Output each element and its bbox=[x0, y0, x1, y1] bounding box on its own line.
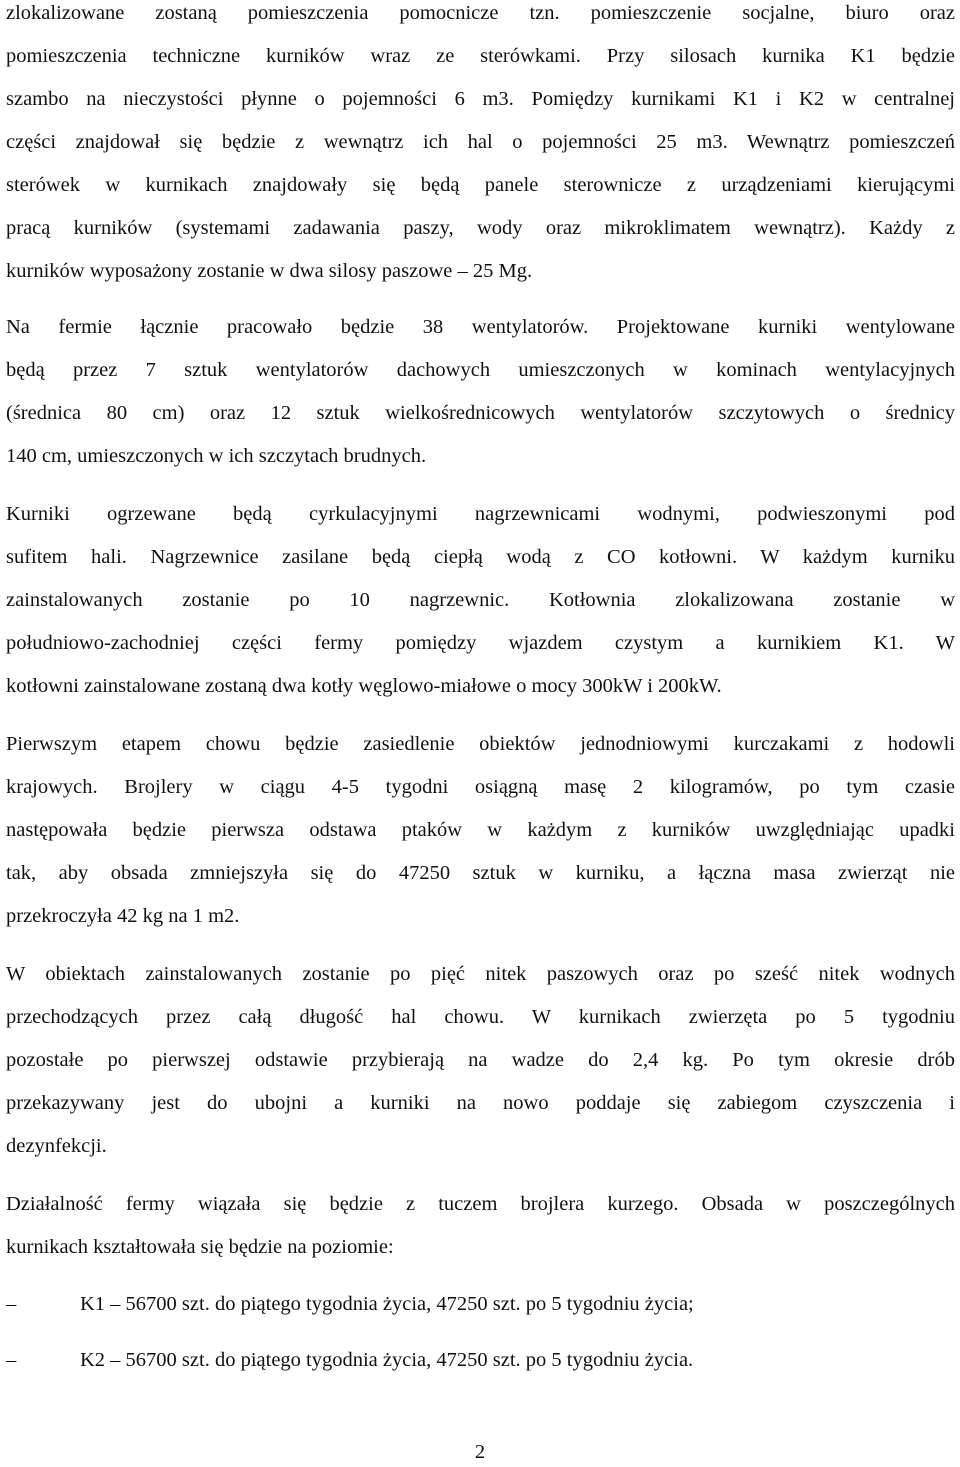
list-item-text: K2 – 56700 szt. do piątego tygodnia życia, 47250 szt. po 5 tygodniu życia. bbox=[80, 1349, 694, 1371]
text-line: pracą kurników (systemami zadawania paszy, wody oraz mikroklimatem wewnątrz). Każdy z bbox=[6, 217, 955, 239]
text-line: części znajdował się będzie z wewnątrz ich hal o pojemności 25 m3. Wewnątrz pomieszczeń bbox=[6, 131, 955, 153]
text-line: szambo na nieczystości płynne o pojemności 6 m3. Pomiędzy kurnikami K1 i K2 w centralnej bbox=[6, 88, 955, 110]
text-line: pomieszczenia techniczne kurników wraz ze sterówkami. Przy silosach kurnika K1 będzie bbox=[6, 45, 955, 67]
text-line: Kurniki ogrzewane będą cyrkulacyjnymi nagrzewnicami wodnymi, podwieszonymi pod bbox=[6, 503, 955, 525]
text-line: krajowych. Brojlery w ciągu 4-5 tygodni osiągną masę 2 kilogramów, po tym czasie bbox=[6, 776, 955, 798]
text-line: sterówek w kurnikach znajdowały się będą panele sterownicze z urządzeniami kierującymi bbox=[6, 174, 955, 196]
text-line: zainstalowanych zostanie po 10 nagrzewnic. Kotłownia zlokalizowana zostanie w bbox=[6, 589, 955, 611]
text-line: (średnica 80 cm) oraz 12 sztuk wielkośrednicowych wentylatorów szczytowych o średnicy bbox=[6, 402, 955, 424]
text-line: W obiektach zainstalowanych zostanie po pięć nitek paszowych oraz po sześć nitek wodnych bbox=[6, 963, 955, 985]
text-line: będą przez 7 sztuk wentylatorów dachowych umieszczonych w kominach wentylacyjnych bbox=[6, 359, 955, 381]
text-line: Działalność fermy wiązała się będzie z tuczem brojlera kurzego. Obsada w poszczególnych bbox=[6, 1193, 955, 1215]
page-number: 2 bbox=[474, 1441, 486, 1463]
text-line: sufitem hali. Nagrzewnice zasilane będą ciepłą wodą z CO kotłowni. W każdym kurniku bbox=[6, 546, 955, 568]
text-line: przechodzących przez całą długość hal chowu. W kurnikach zwierzęta po 5 tygodniu bbox=[6, 1006, 955, 1028]
list-item-text: K1 – 56700 szt. do piątego tygodnia życia, 47250 szt. po 5 tygodniu życia; bbox=[80, 1293, 694, 1315]
text-line: Pierwszym etapem chowu będzie zasiedlenie obiektów jednodniowymi kurczakami z hodowli bbox=[6, 733, 955, 755]
text-line: 140 cm, umieszczonych w ich szczytach brudnych. bbox=[6, 445, 427, 467]
text-line: następowała będzie pierwsza odstawa ptaków w każdym z kurników uwzględniając upadki bbox=[6, 819, 955, 841]
text-line: kotłowni zainstalowane zostaną dwa kotły węglowo-miałowe o mocy 300kW i 200kW. bbox=[6, 675, 722, 697]
text-line: zlokalizowane zostaną pomieszczenia pomocnicze tzn. pomieszczenie socjalne, biuro oraz bbox=[6, 2, 955, 24]
text-line: przekroczyła 42 kg na 1 m2. bbox=[6, 905, 240, 927]
text-line: kurnikach kształtowała się będzie na poziomie: bbox=[6, 1236, 394, 1258]
text-line: kurników wyposażony zostanie w dwa silosy paszowe – 25 Mg. bbox=[6, 260, 533, 282]
text-line: pozostałe po pierwszej odstawie przybierają na wadze do 2,4 kg. Po tym okresie drób bbox=[6, 1049, 955, 1071]
text-line: południowo-zachodniej części fermy pomiędzy wjazdem czystym a kurnikiem K1. W bbox=[6, 632, 955, 654]
dash-bullet: – bbox=[6, 1349, 17, 1371]
text-line: Na fermie łącznie pracowało będzie 38 wentylatorów. Projektowane kurniki wentylowane bbox=[6, 316, 955, 338]
text-line: tak, aby obsada zmniejszyła się do 47250 sztuk w kurniku, a łączna masa zwierząt nie bbox=[6, 862, 955, 884]
text-line: przekazywany jest do ubojni a kurniki na nowo poddaje się zabiegom czyszczenia i bbox=[6, 1092, 955, 1114]
dash-bullet: – bbox=[6, 1293, 17, 1315]
text-line: dezynfekcji. bbox=[6, 1135, 107, 1157]
